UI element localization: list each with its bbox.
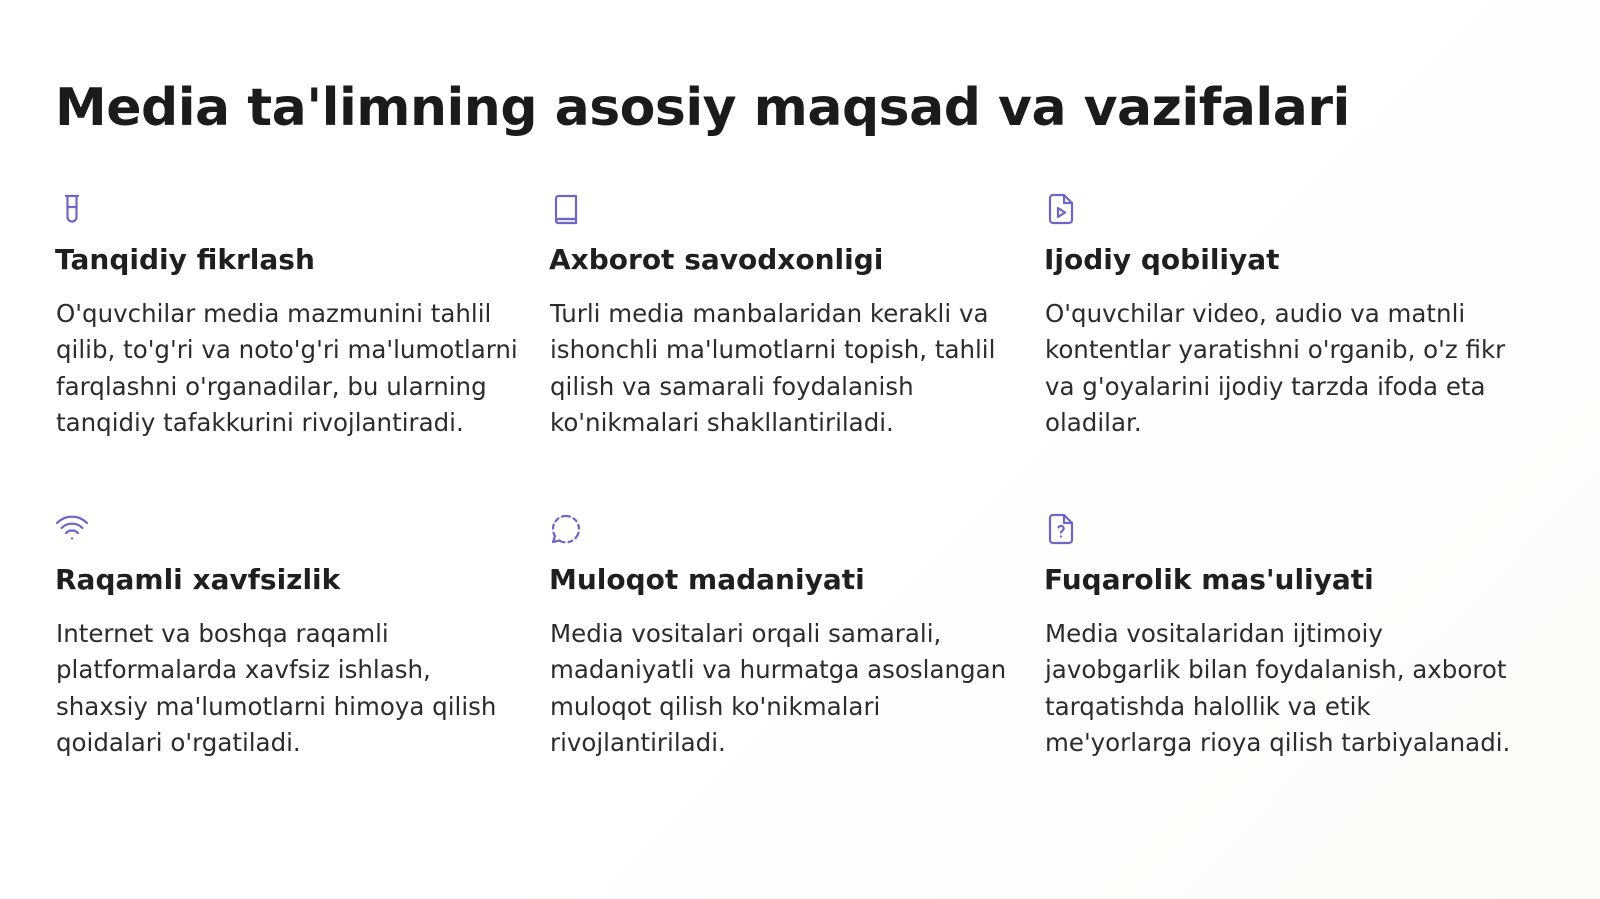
card-heading: Ijodiy qobiliyat: [1044, 243, 1280, 276]
book-icon: [549, 192, 583, 226]
card-heading: Tanqidiy fikrlash: [55, 243, 315, 276]
card-heading: Fuqarolik mas'uliyati: [1044, 563, 1374, 596]
card-civic-responsibility: [1044, 512, 1524, 761]
card-communication-culture: [549, 512, 1019, 761]
card-digital-safety: [55, 512, 525, 761]
card-information-literacy: [549, 192, 1019, 441]
video-file-icon: [1044, 192, 1078, 226]
card-text: O'quvchilar video, audio va matnli kontentlar yaratishni o'rganib, o'z fikr va g'oyalarini ijodiy tarzda ifoda eta oladilar.: [1045, 299, 1506, 437]
card-critical-thinking: [55, 192, 525, 441]
wifi-icon: [55, 512, 89, 546]
card-heading: Axborot savodxonligi: [549, 243, 884, 276]
test-tube-icon: [55, 192, 89, 226]
question-file-icon: [1044, 512, 1078, 546]
card-text: Media vositalari orqali samarali, madaniyatli va hurmatga asoslangan muloqot qilish ko'nikmalari rivojlantiriladi.: [550, 619, 1007, 757]
card-text: Media vositalaridan ijtimoiy javobgarlik bilan foydalanish, axborot tarqatishda halollik va etik me'yorlarga rioya qilish tarbiyalanadi.: [1045, 619, 1511, 757]
card-text: O'quvchilar media mazmunini tahlil qilib, to'g'ri va noto'g'ri ma'lumotlarni farqlashni o'rganadilar, bu ularning tanqidiy tafakkurini rivojlantiradi.: [56, 299, 518, 437]
card-heading: Muloqot madaniyati: [549, 563, 865, 596]
card-creative-ability: [1044, 192, 1524, 441]
chat-bubble-dashed-icon: [549, 512, 583, 546]
card-heading: Raqamli xavfsizlik: [55, 563, 341, 596]
card-text: Turli media manbalaridan kerakli va ishonchli ma'lumotlarni topish, tahlil qilish va samarali foydalanish ko'nikmalari shakllantiriladi.: [550, 299, 996, 437]
card-text: Internet va boshqa raqamli platformalarda xavfsiz ishlash, shaxsiy ma'lumotlarni himoya qilish qoidalari o'rgatiladi.: [56, 619, 497, 757]
page-title: Media ta'limning asosiy maqsad va vazifalari: [55, 78, 1350, 138]
